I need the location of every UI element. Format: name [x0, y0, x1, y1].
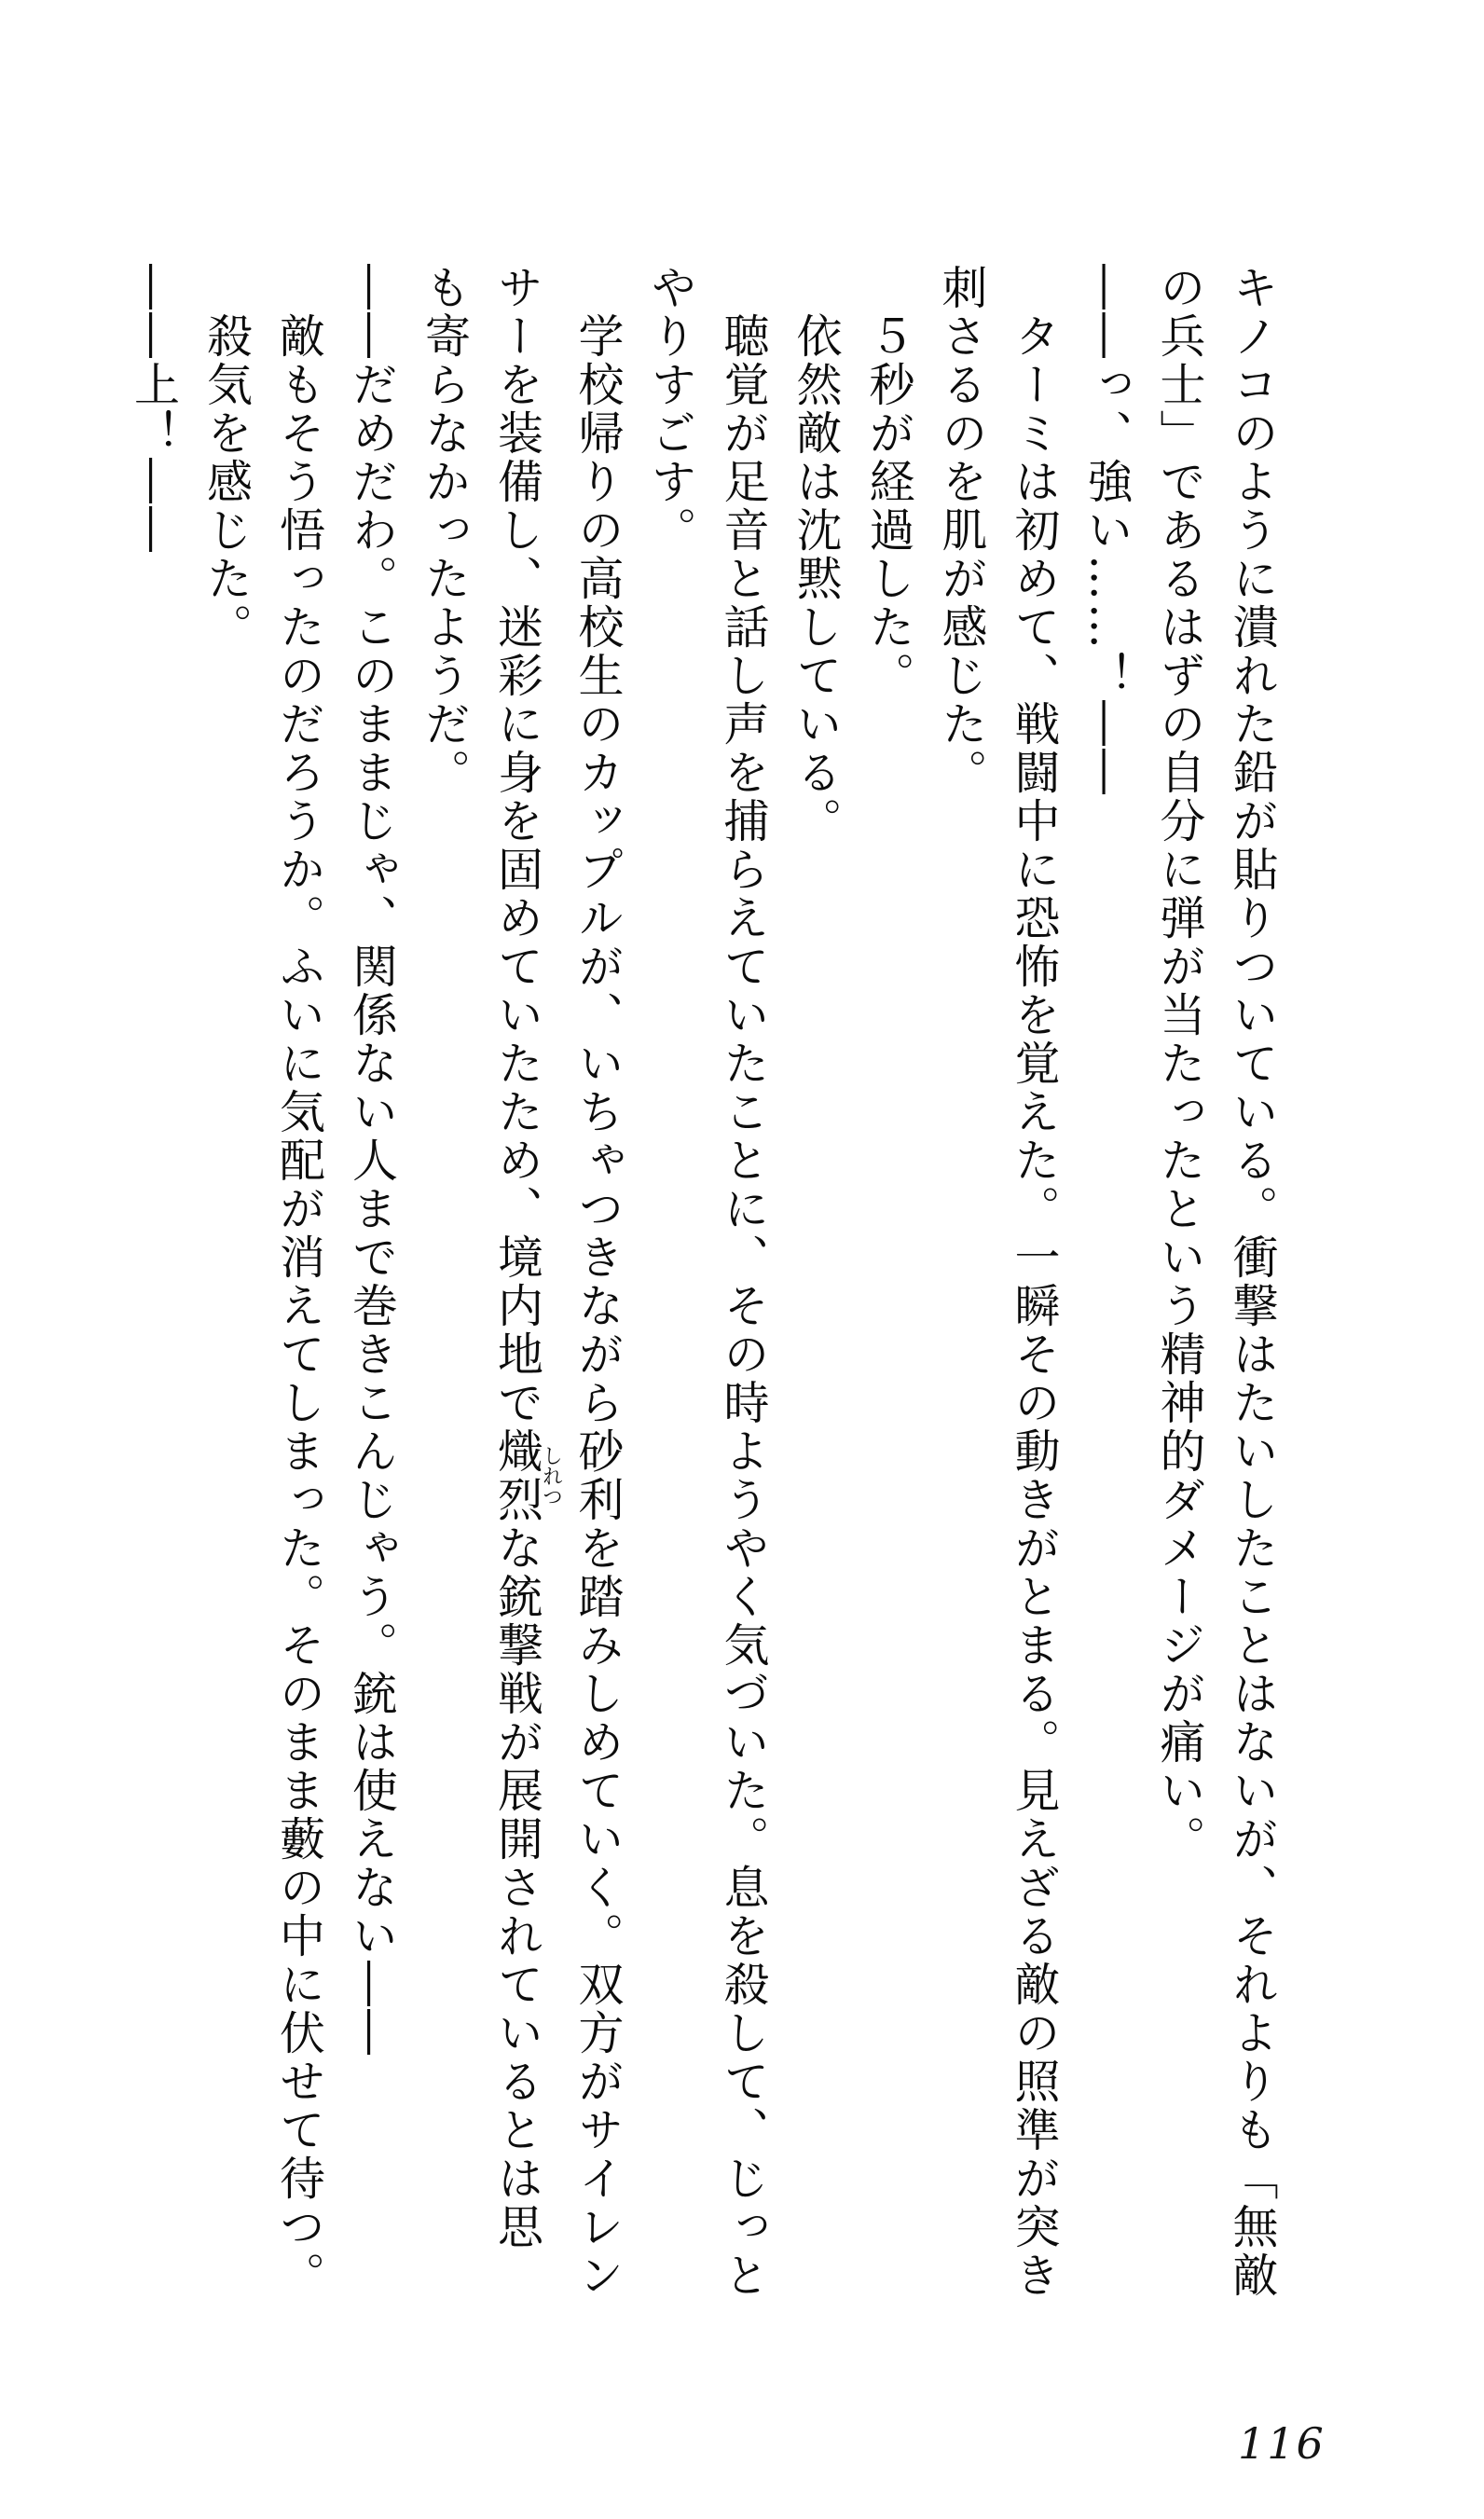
text-line-2 [1143, 264, 1216, 2296]
text-line-10 [561, 264, 634, 2300]
vertical-text-block [117, 264, 1289, 2300]
text-segment: ５秒が経過した。 [862, 312, 915, 700]
page-number: 116 [1238, 2418, 1326, 2469]
text-line-5 [925, 264, 997, 2296]
ruby-annotated-word: 熾烈しれつ [490, 1427, 563, 1524]
text-line-8 [707, 264, 779, 2300]
text-segment: 殺気を感じた。 [199, 312, 254, 652]
text-segment: キノコのように潰れた鉛が貼りついている。衝撃はたいしたことはないが、それよりも「無敵 [1226, 264, 1279, 2300]
text-line-14 [263, 264, 336, 2300]
text-line-12 [408, 264, 481, 2296]
text-segment: 学校帰りの高校生のカップルが、いちゃつきながら砂利を踏みしめていく。双方がサイレン [571, 312, 625, 2300]
text-segment: 聴覚が足音と話し声を捕らえていたことに、その時ようやく気づいた。息を殺して、じっと [717, 312, 770, 2300]
text-line-1 [1216, 264, 1288, 2300]
text-segment: ――だめだわ。このままじゃ、関係ない人まで巻きこんじゃう。銃は使えない―― [345, 264, 399, 2058]
text-segment: の兵士」であるはずの自分に弾が当たったという精神的ダメージが痛い。 [1153, 264, 1206, 1864]
text-line-7 [779, 264, 852, 2296]
text-segment: な銃撃戦が展開されているとは思 [490, 1524, 544, 2251]
text-line-4 [997, 264, 1070, 2300]
text-segment: ――っ、強い……！―― [1080, 264, 1134, 797]
text-line-6 [852, 264, 925, 2296]
text-segment: サーを装備し、迷彩に身を固めていたため、境内地で [490, 264, 544, 1427]
text-segment: やりすごす。 [644, 264, 697, 555]
text-segment: 敵もそう悟ったのだろうか。ふいに気配が消えてしまった。そのまま藪の中に伏せて待つ。 [272, 312, 326, 2300]
text-segment: も寄らなかったようだ。 [418, 264, 472, 797]
text-segment: 刺さるのを肌が感じた。 [935, 264, 988, 797]
text-line-3 [1070, 264, 1143, 2296]
furigana: しれつ [539, 1427, 563, 1524]
text-line-11 [481, 264, 562, 2296]
text-segment: ――上！―― [127, 264, 181, 555]
text-line-13 [336, 264, 408, 2296]
text-line-15 [190, 264, 263, 2296]
text-segment: 依然敵は沈黙している。 [790, 312, 843, 846]
text-segment: ターミは初めて、戦闘中に恐怖を覚えた。一瞬その動きがとまる。見えざる敵の照準が突き [1008, 312, 1061, 2300]
text-line-16 [117, 264, 190, 2296]
text-line-9 [634, 264, 707, 2296]
